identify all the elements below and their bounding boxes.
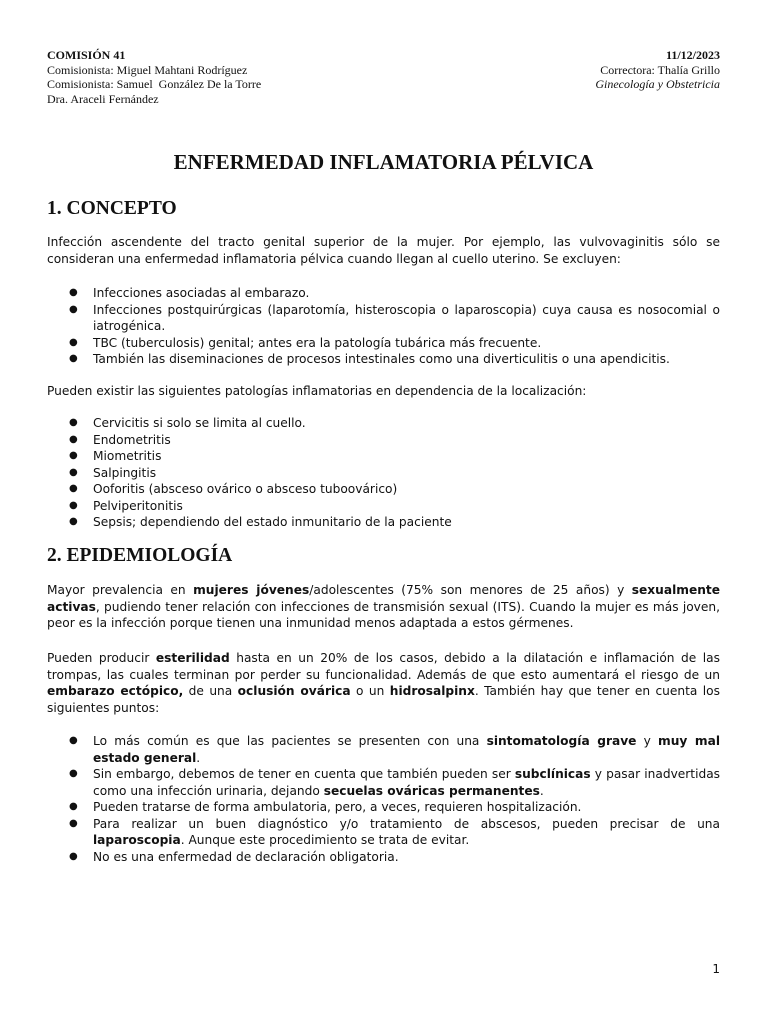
list-item: ● Miometritis: [69, 449, 162, 463]
list-item: ● También las diseminaciones de procesos intestinales como una diverticulitis o una apendicitis.: [69, 352, 670, 366]
bullet-icon: ●: [69, 450, 78, 461]
bullet-icon: ●: [69, 516, 78, 527]
list-item: ● Sepsis; dependiendo del estado inmunitario de la paciente: [69, 515, 452, 529]
epidemiologia-paragraph-1: Mayor prevalencia en mujeres jóvenes/adolescentes (75% son menores de 25 años) y sexualmente activas, pudiendo tener relación con infecciones de transmisión sexual (ITS). Cuando la mujer es más joven, peor es la infección porque tienen una inmunidad menos adaptada a estos gérmenes.: [47, 583, 720, 630]
list-item: ● Infecciones postquirúrgicas (laparotomía, histeroscopia o laparoscopia) cuya causa es nosocomial o iatrogénica.: [69, 302, 720, 333]
list-item: ● Ooforitis (absceso ovárico o absceso tuboovárico): [69, 482, 398, 496]
commissioner-1: Comisionista: Miguel Mahtani Rodríguez: [47, 62, 248, 77]
bullet-icon: ●: [69, 287, 78, 298]
list-item: ● Cervicitis si solo se limita al cuello.: [69, 416, 306, 430]
epidemiologia-paragraph-2: Pueden producir esterilidad hasta en un 20% de los casos, debido a la dilatación e inflamación de las trompas, las cuales terminan por perder su funcionalidad. Además de que esto aumentará el riesgo de un embarazo ectópico, de una oclusión ovárica o un hidrosalpinx. También hay que tener en cuenta los siguientes puntos:: [47, 651, 720, 715]
subject-name: Ginecología y Obstetricia: [595, 77, 720, 91]
list-item: ● Sin embargo, debemos de tener en cuenta que también pueden ser subclínicas y pasar inadvertidas como una infección urinaria, dejando secuelas ováricas permanentes.: [69, 767, 721, 798]
list-item: ● Endometritis: [69, 432, 171, 447]
section-heading-concepto: 1. CONCEPTO: [47, 198, 177, 219]
bullet-icon: ●: [69, 817, 78, 829]
header-right: [595, 48, 720, 92]
list-item: ● Salpingitis: [69, 465, 157, 480]
commission-number: COMISIÓN 41: [47, 48, 126, 62]
list-item: ● No es una enfermedad de declaración obligatoria.: [69, 849, 399, 864]
list-item: ● Lo más común es que las pacientes se presenten con una sintomatología grave y muy mal estado general.: [69, 734, 720, 765]
bullet-icon: ●: [69, 850, 78, 862]
patologias-intro: Pueden existir las siguientes patologías inflamatorias en dependencia de la localización:: [47, 384, 587, 398]
bullet-icon: ●: [69, 768, 78, 779]
doctor-name: Dra. Araceli Fernández: [47, 91, 159, 106]
bullet-icon: ●: [69, 433, 78, 445]
document-page: [47, 0, 720, 1024]
bullet-icon: ●: [69, 417, 78, 428]
bullet-icon: ●: [69, 303, 78, 315]
list-item: ● TBC (tuberculosis) genital; antes era la patología tubárica más frecuente.: [69, 335, 542, 350]
list-item: ● Infecciones asociadas al embarazo.: [69, 286, 310, 300]
concepto-intro: Infección ascendente del tracto genital superior de la mujer. Por ejemplo, las vulvovaginitis sólo se consideran una enfermedad inflamatoria pélvica cuando llegan al cuello uterino. Se excluyen:: [47, 235, 720, 266]
list-item: ● Pueden tratarse de forma ambulatoria, pero, a veces, requieren hospitalización.: [69, 800, 582, 814]
commissioner-2: Comisionista: Samuel González De la Torre: [47, 77, 262, 91]
bullet-icon: ●: [69, 499, 78, 511]
section-heading-epidemiologia: 2. EPIDEMIOLOGÍA: [47, 545, 233, 566]
document-date: 11/12/2023: [665, 48, 720, 62]
list-item: ● Pelviperitonitis: [69, 498, 183, 513]
bullet-icon: ●: [69, 735, 78, 746]
bullet-icon: ●: [69, 801, 78, 812]
bullet-icon: ●: [69, 353, 78, 364]
patologias-list: [47, 415, 720, 531]
document-title: ENFERMEDAD INFLAMATORIA PÉLVICA: [173, 150, 594, 174]
list-item: ● Para realizar un buen diagnóstico y/o tratamiento de abscesos, pueden precisar de una laparoscopia. Aunque este procedimiento se trata de evitar.: [69, 816, 720, 847]
bullet-icon: ●: [69, 483, 78, 494]
corrector-name: Correctora: Thalía Grillo: [600, 62, 720, 77]
page-number: 1: [712, 962, 720, 976]
bullet-icon: ●: [69, 336, 78, 348]
bullet-icon: ●: [69, 466, 78, 478]
header-left: [47, 48, 261, 106]
exclusions-list: [47, 285, 720, 368]
puntos-list: [47, 733, 720, 865]
